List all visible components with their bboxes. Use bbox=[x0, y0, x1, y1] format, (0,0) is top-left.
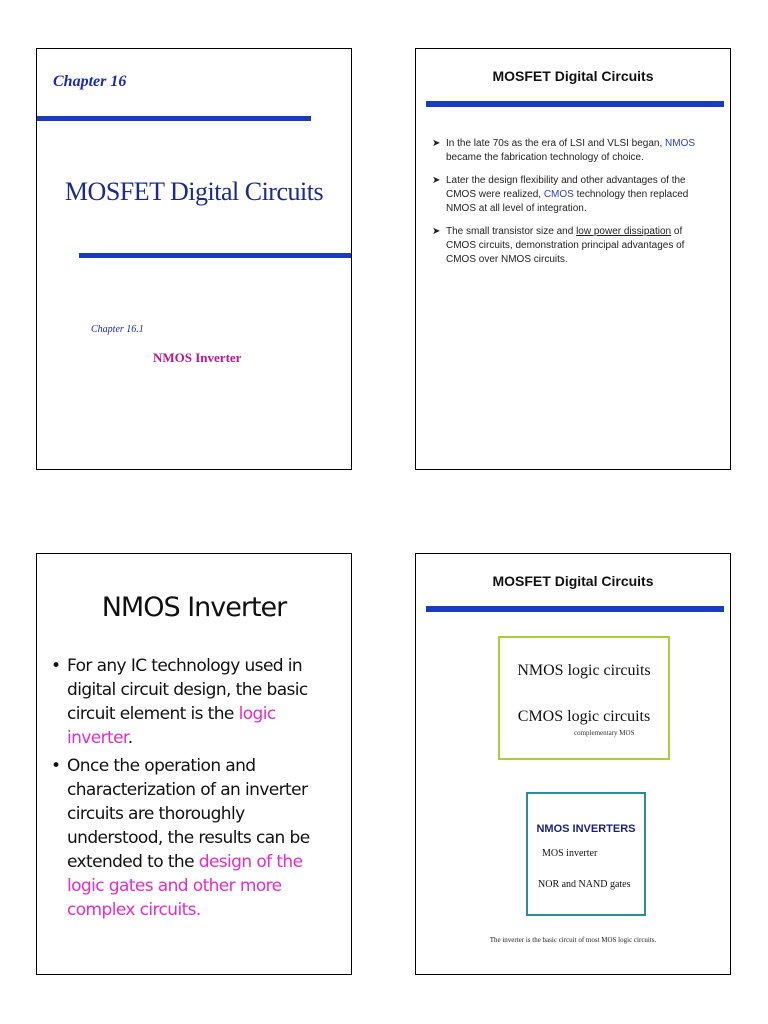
slide-4 bbox=[415, 553, 731, 975]
nmos-inverters-box bbox=[526, 792, 646, 916]
chapter-label: Chapter 16 bbox=[53, 73, 127, 90]
bullet-dot-icon: • bbox=[51, 756, 61, 776]
nmos-inverters-heading: NMOS INVERTERS bbox=[536, 823, 636, 835]
bottom-accent-bar bbox=[79, 253, 352, 258]
mos-inverter-label: MOS inverter bbox=[542, 848, 598, 859]
cmos-logic-label: CMOS logic circuits bbox=[517, 708, 651, 725]
caption: The inverter is the basic circuit of most MOS logic circuits. bbox=[489, 936, 657, 944]
slide-subtitle: NMOS Inverter bbox=[153, 350, 242, 365]
slide-title: NMOS Inverter bbox=[101, 592, 287, 623]
slide-title: MOSFET Digital Circuits bbox=[64, 177, 324, 206]
list-item: • For any IC technology used in digital circuit design, the basic circuit element is the logic inverter. bbox=[51, 656, 308, 748]
chevron-right-icon: ➤ bbox=[432, 138, 441, 149]
logic-circuits-box bbox=[498, 636, 670, 760]
slide-2 bbox=[415, 48, 731, 470]
nmos-logic-label: NMOS logic circuits bbox=[517, 662, 651, 679]
sub-chapter-label: Chapter 16.1 bbox=[91, 324, 144, 335]
accent-bar bbox=[426, 606, 724, 612]
accent-bar bbox=[426, 101, 724, 107]
list-item: ➤ Later the design flexibility and other advantages of the CMOS were realized, CMOS technology then replaced NMOS at all level of integration. bbox=[432, 175, 689, 214]
bullet-list bbox=[51, 654, 341, 926]
chevron-right-icon: ➤ bbox=[432, 226, 441, 237]
bullet-dot-icon: • bbox=[51, 656, 61, 676]
list-item: ➤ The small transistor size and low power dissipation of CMOS circuits, demonstration principal advantages of CMOS over NMOS circuits. bbox=[432, 226, 685, 265]
slide-3 bbox=[36, 553, 352, 975]
top-accent-bar bbox=[37, 116, 311, 121]
bullet-list bbox=[432, 137, 712, 276]
slide-1 bbox=[36, 48, 352, 470]
slide-title: MOSFET Digital Circuits bbox=[492, 68, 654, 84]
nor-nand-label: NOR and NAND gates bbox=[538, 879, 631, 890]
cmos-note: complementary MOS bbox=[574, 729, 635, 737]
list-item: • Once the operation and characterization of an inverter circuits are thoroughly understood, the results can be extended to the design of the logic gates and other more complex circuits. bbox=[51, 756, 310, 920]
list-item: ➤ In the late 70s as the era of LSI and VLSI began, NMOS became the fabrication technology of choice. bbox=[432, 138, 696, 163]
chevron-right-icon: ➤ bbox=[432, 175, 441, 186]
slide-title: MOSFET Digital Circuits bbox=[492, 573, 654, 589]
